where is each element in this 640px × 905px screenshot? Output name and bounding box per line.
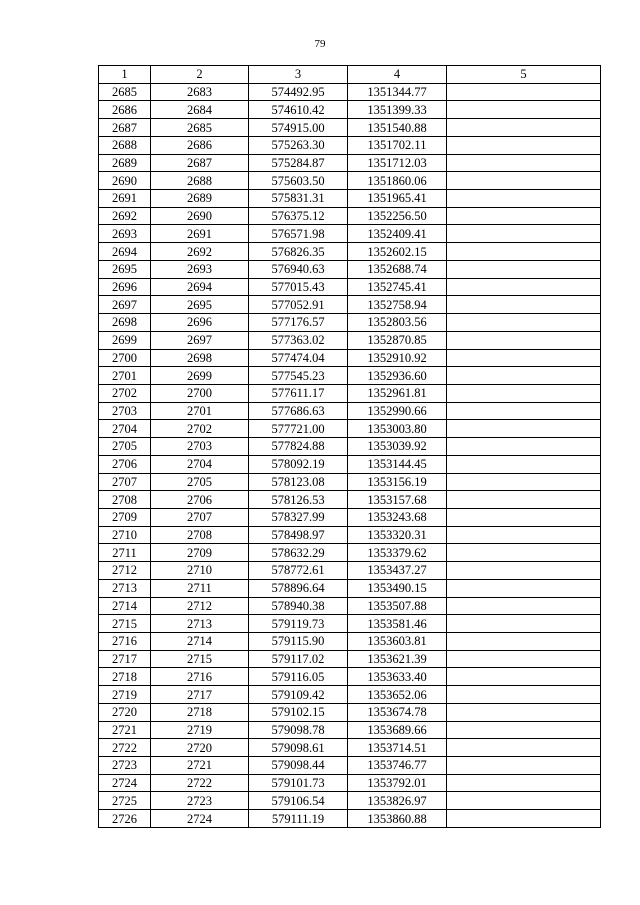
table-cell: 577052.91 bbox=[249, 296, 348, 314]
table-cell: 578940.38 bbox=[249, 597, 348, 615]
table-row bbox=[99, 757, 601, 775]
table-cell bbox=[447, 438, 601, 456]
table-cell: 2702 bbox=[99, 384, 151, 402]
table-cell: 2693 bbox=[151, 260, 249, 278]
table-cell bbox=[447, 491, 601, 509]
table-row bbox=[99, 136, 601, 154]
table-cell: 2691 bbox=[151, 225, 249, 243]
table-row bbox=[99, 172, 601, 190]
table-cell: 2700 bbox=[151, 384, 249, 402]
table-cell: 2685 bbox=[151, 119, 249, 137]
table-cell: 2698 bbox=[99, 314, 151, 332]
table-cell bbox=[447, 508, 601, 526]
table-cell: 2720 bbox=[151, 739, 249, 757]
table-cell bbox=[447, 615, 601, 633]
table-cell: 2718 bbox=[151, 703, 249, 721]
table-cell: 578092.19 bbox=[249, 455, 348, 473]
table-cell bbox=[447, 757, 601, 775]
table-cell: 2717 bbox=[151, 686, 249, 704]
table-cell: 2710 bbox=[99, 526, 151, 544]
table-cell: 1351344.77 bbox=[348, 83, 447, 101]
table-cell: 2694 bbox=[151, 278, 249, 296]
table-row bbox=[99, 225, 601, 243]
table-cell: 574492.95 bbox=[249, 83, 348, 101]
table-cell: 576940.63 bbox=[249, 260, 348, 278]
table-cell: 2701 bbox=[151, 402, 249, 420]
table-cell: 577474.04 bbox=[249, 349, 348, 367]
table-row bbox=[99, 668, 601, 686]
table-cell: 2698 bbox=[151, 349, 249, 367]
table-cell bbox=[447, 703, 601, 721]
table-header bbox=[99, 66, 601, 84]
table-cell: 2721 bbox=[151, 757, 249, 775]
table-cell: 1351965.41 bbox=[348, 190, 447, 208]
table-cell: 2714 bbox=[99, 597, 151, 615]
table-cell: 577015.43 bbox=[249, 278, 348, 296]
table-cell: 2705 bbox=[151, 473, 249, 491]
table-row bbox=[99, 473, 601, 491]
table-cell bbox=[447, 633, 601, 651]
table-cell: 2683 bbox=[151, 83, 249, 101]
table-cell bbox=[447, 136, 601, 154]
table-cell: 575284.87 bbox=[249, 154, 348, 172]
table-row bbox=[99, 154, 601, 172]
table-row bbox=[99, 190, 601, 208]
table-cell: 2710 bbox=[151, 562, 249, 580]
table-cell bbox=[447, 650, 601, 668]
table-cell: 2689 bbox=[99, 154, 151, 172]
table-cell: 2689 bbox=[151, 190, 249, 208]
table-cell bbox=[447, 260, 601, 278]
table-row bbox=[99, 615, 601, 633]
table-cell: 578632.29 bbox=[249, 544, 348, 562]
table-cell: 2720 bbox=[99, 703, 151, 721]
table-cell: 1352409.41 bbox=[348, 225, 447, 243]
table-cell: 2712 bbox=[99, 562, 151, 580]
table-cell: 1353490.15 bbox=[348, 579, 447, 597]
table-cell bbox=[447, 367, 601, 385]
table-cell: 579106.54 bbox=[249, 792, 348, 810]
table-cell: 579102.15 bbox=[249, 703, 348, 721]
table-cell: 2722 bbox=[99, 739, 151, 757]
table-cell bbox=[447, 402, 601, 420]
table-cell: 2695 bbox=[99, 260, 151, 278]
table-cell: 1353746.77 bbox=[348, 757, 447, 775]
table-cell: 578772.61 bbox=[249, 562, 348, 580]
table-cell: 2696 bbox=[151, 314, 249, 332]
table-cell: 2705 bbox=[99, 438, 151, 456]
table-cell: 1353437.27 bbox=[348, 562, 447, 580]
table-cell: 578498.97 bbox=[249, 526, 348, 544]
table-cell bbox=[447, 562, 601, 580]
table-cell: 2711 bbox=[99, 544, 151, 562]
table-cell bbox=[447, 349, 601, 367]
table-cell: 1352688.74 bbox=[348, 260, 447, 278]
table-cell: 2724 bbox=[99, 774, 151, 792]
table-cell: 2715 bbox=[151, 650, 249, 668]
table-cell: 2696 bbox=[99, 278, 151, 296]
table-row bbox=[99, 296, 601, 314]
table-row bbox=[99, 633, 601, 651]
table-cell: 1352745.41 bbox=[348, 278, 447, 296]
table-row bbox=[99, 420, 601, 438]
table-row bbox=[99, 331, 601, 349]
table-cell: 2685 bbox=[99, 83, 151, 101]
header-cell: 1 bbox=[99, 66, 151, 84]
table-cell: 1353860.88 bbox=[348, 810, 447, 828]
table-cell: 2692 bbox=[151, 243, 249, 261]
table-cell: 2707 bbox=[99, 473, 151, 491]
header-cell: 2 bbox=[151, 66, 249, 84]
table-cell: 2703 bbox=[151, 438, 249, 456]
table-cell: 2713 bbox=[151, 615, 249, 633]
table-cell: 579116.05 bbox=[249, 668, 348, 686]
table-cell: 579098.78 bbox=[249, 721, 348, 739]
table-row bbox=[99, 260, 601, 278]
header-cell: 5 bbox=[447, 66, 601, 84]
table-cell bbox=[447, 526, 601, 544]
table-cell bbox=[447, 172, 601, 190]
table-row bbox=[99, 101, 601, 119]
table-cell: 1353714.51 bbox=[348, 739, 447, 757]
table-cell: 577686.63 bbox=[249, 402, 348, 420]
table-cell: 2699 bbox=[151, 367, 249, 385]
table-cell bbox=[447, 83, 601, 101]
table-row bbox=[99, 686, 601, 704]
table-cell: 1352256.50 bbox=[348, 207, 447, 225]
table-cell: 2687 bbox=[151, 154, 249, 172]
table-cell: 2695 bbox=[151, 296, 249, 314]
table-cell bbox=[447, 207, 601, 225]
table-cell: 2716 bbox=[151, 668, 249, 686]
table-cell: 2690 bbox=[99, 172, 151, 190]
table-cell: 579098.44 bbox=[249, 757, 348, 775]
table-cell: 2700 bbox=[99, 349, 151, 367]
table-row bbox=[99, 721, 601, 739]
table-cell: 579115.90 bbox=[249, 633, 348, 651]
table-cell: 577721.00 bbox=[249, 420, 348, 438]
table-cell bbox=[447, 420, 601, 438]
table-cell: 577611.17 bbox=[249, 384, 348, 402]
table-cell: 2717 bbox=[99, 650, 151, 668]
table-cell: 2725 bbox=[99, 792, 151, 810]
table-cell: 1352803.56 bbox=[348, 314, 447, 332]
table-cell: 2708 bbox=[99, 491, 151, 509]
table-cell: 2687 bbox=[99, 119, 151, 137]
table-cell: 1353603.81 bbox=[348, 633, 447, 651]
table-cell: 577363.02 bbox=[249, 331, 348, 349]
table-cell: 1351860.06 bbox=[348, 172, 447, 190]
table-row bbox=[99, 526, 601, 544]
table-row bbox=[99, 402, 601, 420]
table-cell: 1353689.66 bbox=[348, 721, 447, 739]
table-cell: 2726 bbox=[99, 810, 151, 828]
table-cell: 2692 bbox=[99, 207, 151, 225]
table-row bbox=[99, 774, 601, 792]
table-cell: 1353621.39 bbox=[348, 650, 447, 668]
table-cell: 1353039.92 bbox=[348, 438, 447, 456]
table-cell: 2706 bbox=[99, 455, 151, 473]
table-cell: 577176.57 bbox=[249, 314, 348, 332]
table-cell: 2714 bbox=[151, 633, 249, 651]
table-cell: 1351712.03 bbox=[348, 154, 447, 172]
table-cell: 2704 bbox=[151, 455, 249, 473]
table-row bbox=[99, 455, 601, 473]
table-row bbox=[99, 243, 601, 261]
table-row bbox=[99, 207, 601, 225]
table-cell: 578123.08 bbox=[249, 473, 348, 491]
table-cell: 1351540.88 bbox=[348, 119, 447, 137]
table-cell: 2723 bbox=[151, 792, 249, 810]
table-row bbox=[99, 119, 601, 137]
table-cell: 1353674.78 bbox=[348, 703, 447, 721]
table-cell: 2715 bbox=[99, 615, 151, 633]
table-cell: 2686 bbox=[99, 101, 151, 119]
table-cell: 1352602.15 bbox=[348, 243, 447, 261]
table-cell: 575831.31 bbox=[249, 190, 348, 208]
header-row bbox=[99, 66, 601, 84]
table-row bbox=[99, 739, 601, 757]
table-cell: 2688 bbox=[99, 136, 151, 154]
table-cell: 2702 bbox=[151, 420, 249, 438]
table-cell: 1353826.97 bbox=[348, 792, 447, 810]
table-cell: 2704 bbox=[99, 420, 151, 438]
table-cell: 1353157.68 bbox=[348, 491, 447, 509]
table-cell: 579101.73 bbox=[249, 774, 348, 792]
table-cell: 2722 bbox=[151, 774, 249, 792]
table-cell bbox=[447, 810, 601, 828]
table-row bbox=[99, 278, 601, 296]
table-cell: 579119.73 bbox=[249, 615, 348, 633]
table-cell: 577545.23 bbox=[249, 367, 348, 385]
table-cell: 2712 bbox=[151, 597, 249, 615]
table-cell: 2699 bbox=[99, 331, 151, 349]
table-cell: 1352936.60 bbox=[348, 367, 447, 385]
table-cell: 1353243.68 bbox=[348, 508, 447, 526]
table-cell bbox=[447, 243, 601, 261]
table-cell: 2708 bbox=[151, 526, 249, 544]
table-cell: 1352758.94 bbox=[348, 296, 447, 314]
table-cell bbox=[447, 579, 601, 597]
table-cell: 575603.50 bbox=[249, 172, 348, 190]
table-cell: 2724 bbox=[151, 810, 249, 828]
table-cell bbox=[447, 278, 601, 296]
table-cell: 1351399.33 bbox=[348, 101, 447, 119]
table-cell: 576375.12 bbox=[249, 207, 348, 225]
table-cell: 2697 bbox=[99, 296, 151, 314]
table-cell: 578327.99 bbox=[249, 508, 348, 526]
table-row bbox=[99, 314, 601, 332]
table-cell: 2709 bbox=[151, 544, 249, 562]
table-cell: 1352961.81 bbox=[348, 384, 447, 402]
table-cell: 2688 bbox=[151, 172, 249, 190]
table-cell: 1352990.66 bbox=[348, 402, 447, 420]
table-cell: 2719 bbox=[151, 721, 249, 739]
table-cell bbox=[447, 668, 601, 686]
table-cell: 579111.19 bbox=[249, 810, 348, 828]
table-row bbox=[99, 367, 601, 385]
table-cell: 2694 bbox=[99, 243, 151, 261]
table-cell: 2697 bbox=[151, 331, 249, 349]
table-cell bbox=[447, 119, 601, 137]
table-cell bbox=[447, 473, 601, 491]
table-cell: 579098.61 bbox=[249, 739, 348, 757]
header-cell: 4 bbox=[348, 66, 447, 84]
table-row bbox=[99, 438, 601, 456]
table-cell: 1353792.01 bbox=[348, 774, 447, 792]
table-cell: 2690 bbox=[151, 207, 249, 225]
table-cell: 1353156.19 bbox=[348, 473, 447, 491]
table-cell: 2719 bbox=[99, 686, 151, 704]
table-cell: 2721 bbox=[99, 721, 151, 739]
table-cell: 1353633.40 bbox=[348, 668, 447, 686]
table-cell: 576826.35 bbox=[249, 243, 348, 261]
coordinates-table bbox=[98, 65, 601, 828]
table-body bbox=[99, 83, 601, 827]
table-cell bbox=[447, 314, 601, 332]
table-row bbox=[99, 810, 601, 828]
table-cell: 579117.02 bbox=[249, 650, 348, 668]
table-cell bbox=[447, 774, 601, 792]
table-cell bbox=[447, 190, 601, 208]
table-cell: 1353144.45 bbox=[348, 455, 447, 473]
table-cell: 579109.42 bbox=[249, 686, 348, 704]
table-cell bbox=[447, 225, 601, 243]
table-cell: 1353320.31 bbox=[348, 526, 447, 544]
table-row bbox=[99, 597, 601, 615]
table-cell: 2703 bbox=[99, 402, 151, 420]
table-cell: 575263.30 bbox=[249, 136, 348, 154]
header-cell: 3 bbox=[249, 66, 348, 84]
table-row bbox=[99, 792, 601, 810]
table-cell bbox=[447, 331, 601, 349]
table-cell bbox=[447, 455, 601, 473]
table-cell: 577824.88 bbox=[249, 438, 348, 456]
table-cell: 578896.64 bbox=[249, 579, 348, 597]
table-cell: 2691 bbox=[99, 190, 151, 208]
table-cell: 1352870.85 bbox=[348, 331, 447, 349]
table-row bbox=[99, 83, 601, 101]
table-cell bbox=[447, 686, 601, 704]
table-row bbox=[99, 508, 601, 526]
table-cell: 1353652.06 bbox=[348, 686, 447, 704]
table-cell: 574610.42 bbox=[249, 101, 348, 119]
table-cell: 2686 bbox=[151, 136, 249, 154]
table-cell bbox=[447, 739, 601, 757]
page-number: 79 bbox=[314, 38, 326, 50]
table-row bbox=[99, 491, 601, 509]
table-row bbox=[99, 579, 601, 597]
table-cell bbox=[447, 296, 601, 314]
table-cell bbox=[447, 544, 601, 562]
table-cell bbox=[447, 154, 601, 172]
table-row bbox=[99, 562, 601, 580]
table-cell: 2693 bbox=[99, 225, 151, 243]
table-cell: 2707 bbox=[151, 508, 249, 526]
table-row bbox=[99, 703, 601, 721]
table-cell bbox=[447, 721, 601, 739]
table-cell: 2684 bbox=[151, 101, 249, 119]
table-cell: 2709 bbox=[99, 508, 151, 526]
table-cell: 576571.98 bbox=[249, 225, 348, 243]
table-cell: 2716 bbox=[99, 633, 151, 651]
table-cell: 2718 bbox=[99, 668, 151, 686]
table-cell: 2723 bbox=[99, 757, 151, 775]
table-cell: 2711 bbox=[151, 579, 249, 597]
table-cell: 1351702.11 bbox=[348, 136, 447, 154]
table-cell bbox=[447, 101, 601, 119]
table-row bbox=[99, 384, 601, 402]
table-cell: 1353379.62 bbox=[348, 544, 447, 562]
table-cell: 2713 bbox=[99, 579, 151, 597]
table-cell bbox=[447, 792, 601, 810]
table-cell: 1353507.88 bbox=[348, 597, 447, 615]
table-row bbox=[99, 544, 601, 562]
table-cell: 1352910.92 bbox=[348, 349, 447, 367]
table-cell: 578126.53 bbox=[249, 491, 348, 509]
table-cell: 2706 bbox=[151, 491, 249, 509]
table-cell: 574915.00 bbox=[249, 119, 348, 137]
table-cell: 1353003.80 bbox=[348, 420, 447, 438]
table-cell bbox=[447, 384, 601, 402]
table-row bbox=[99, 349, 601, 367]
table-row bbox=[99, 650, 601, 668]
table-cell: 2701 bbox=[99, 367, 151, 385]
table-cell: 1353581.46 bbox=[348, 615, 447, 633]
table-cell bbox=[447, 597, 601, 615]
